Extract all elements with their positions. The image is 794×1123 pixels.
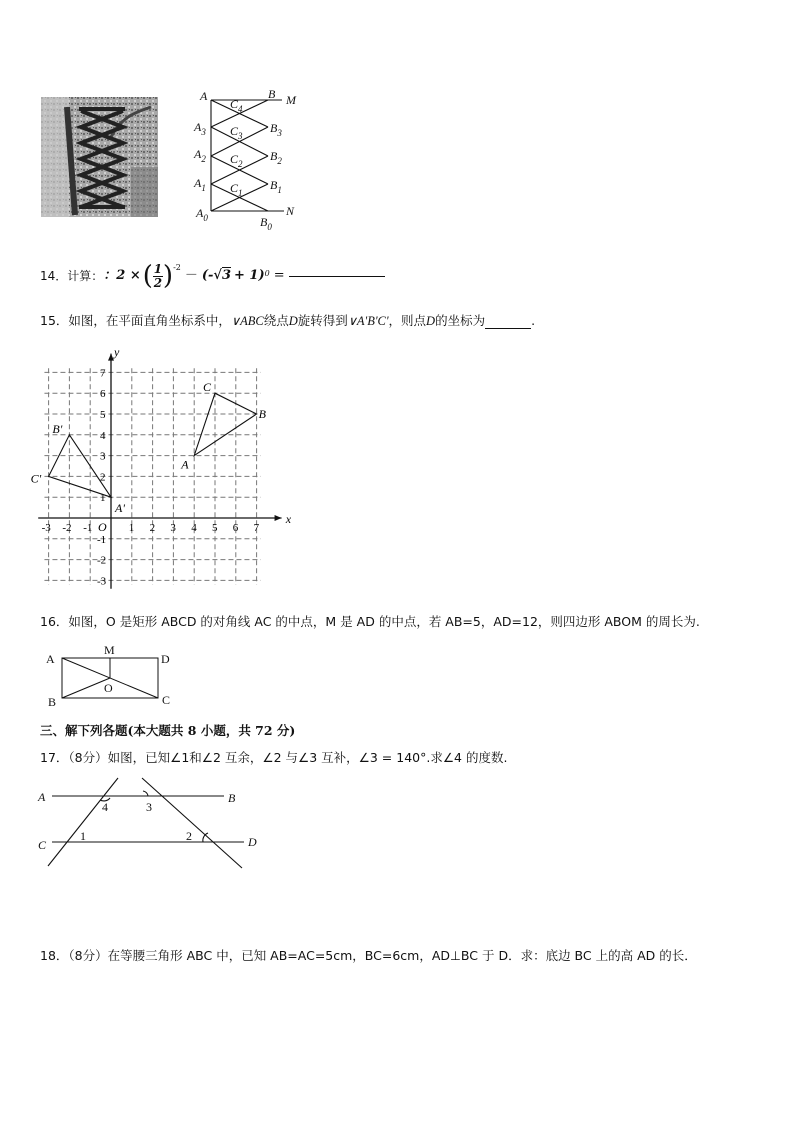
rect-D: D (161, 652, 170, 666)
question-14: 14．计算： ：2 × ( 1 2 ) $^{-2}$ － (- √3 + 1) 0 = (40, 262, 385, 290)
x-tick-label: 6 (232, 522, 239, 534)
label-B-prime: B' (52, 421, 63, 436)
svg-text:A2 (193, 147, 206, 164)
q14-equals: = (273, 268, 285, 283)
label-C-prime: C' (30, 471, 42, 486)
pt-C3-sub: 3 (238, 131, 243, 141)
fig17-B: B (228, 791, 236, 805)
svg-text:A1 (193, 176, 206, 193)
fig17-angle-3: 3 (146, 800, 152, 814)
label-B: B (258, 407, 266, 421)
q15-tail: . (531, 313, 536, 328)
q14-plus-one: + 1) (234, 268, 265, 283)
y-tick-label: -1 (97, 533, 107, 546)
label-A-prime: A' (115, 501, 125, 516)
q15-tri2: ∨A'B'C' (347, 314, 389, 328)
question-18: 18．（8分）在等腰三角形 ABC 中，已知 AB=AC=5cm，BC=6cm，AD⊥BC 于 D．求：底边 BC 上的高 AD 的长． (40, 948, 697, 963)
pt-B1-sub: 1 (277, 185, 282, 195)
y-tick-label: -3 (97, 575, 107, 588)
rect-O: O (104, 681, 113, 695)
q15-pt: D (288, 314, 298, 328)
q14-minus: － (184, 268, 198, 283)
q15-text-d: ，则点 (388, 313, 427, 328)
svg-text:C3 (230, 124, 243, 141)
triangle-A1B1C1 (49, 435, 111, 497)
ladder-photo (41, 97, 158, 217)
section-3-title: 三、解下列各题(本大题共 8 小题，共 72 分) (40, 723, 296, 738)
rect-B: B (48, 695, 57, 709)
pt-A2-sub: 2 (201, 154, 206, 164)
rect-C: C (162, 693, 171, 707)
rect-A: A (46, 652, 55, 666)
x-tick-label: 7 (253, 522, 260, 534)
q14-exp1: -2 (173, 263, 181, 272)
x-tick-label: 4 (191, 522, 197, 534)
q14-paren: (- (201, 268, 214, 283)
pt-C1-sub: 1 (238, 188, 243, 198)
y-tick-label: 7 (100, 367, 106, 380)
fig17-angle-4: 4 (102, 800, 108, 814)
pt-C1: C (230, 181, 239, 195)
pt-A0-sub: 0 (203, 213, 208, 223)
pt-B0-sub: 0 (267, 222, 272, 232)
x-tick-label: -2 (62, 522, 72, 534)
fig17-angle-2: 2 (186, 829, 192, 843)
y-tick-label: 1 (100, 492, 106, 505)
pt-A3-sub: 3 (201, 127, 206, 137)
axis-y-label: y (114, 344, 120, 359)
pt-M: M (286, 93, 296, 107)
pt-C3: C (230, 124, 239, 138)
pt-B3: B (270, 121, 278, 135)
angle-diagram (30, 775, 270, 875)
x-tick-label: 3 (170, 522, 176, 534)
q14-frac-num: 1 (153, 261, 163, 276)
pt-B2: B (270, 149, 278, 163)
svg-text:B0 (260, 215, 272, 232)
q14-sqrt-arg: 3 (221, 268, 232, 283)
triangle-ABC (194, 393, 256, 455)
x-tick-label: 5 (212, 522, 218, 534)
pt-A1: A (194, 176, 202, 190)
question-17: 17．（8分）如图，已知∠1和∠2 互余，∠2 与∠3 互补，∠3 = 140°.求∠4 的度数. (40, 750, 508, 765)
rectangle-diagram (40, 642, 190, 712)
pt-B3-sub: 3 (277, 128, 282, 138)
q14-exp2: 0 (264, 269, 270, 278)
q15-tri1: ∨ABC (230, 314, 264, 328)
pt-C2: C (230, 152, 239, 166)
q15-text-e: 的坐标为 (435, 313, 486, 328)
coordinate-grid (30, 344, 298, 595)
x-tick-label: 1 (128, 522, 135, 534)
q14-answer-blank (289, 276, 385, 277)
q14-frac-den: 2 (153, 275, 163, 290)
pt-B1: B (270, 178, 278, 192)
x-tick-label: -3 (41, 522, 51, 534)
ladder-diagram (190, 86, 310, 236)
q15-pt2: D (426, 314, 436, 328)
x-tick-label: 2 (149, 522, 156, 534)
pt-A: A (200, 89, 208, 103)
svg-text:A3 (193, 120, 206, 137)
pt-C4-sub: 4 (238, 104, 243, 114)
y-tick-label: 5 (100, 409, 106, 421)
axis-x-label: x (285, 512, 292, 526)
y-tick-label: 4 (100, 429, 106, 442)
y-tick-label: 2 (100, 471, 106, 484)
pt-B0: B (260, 215, 268, 229)
svg-text:B1 (270, 178, 282, 195)
label-C: C (203, 380, 212, 395)
pt-N: N (286, 204, 295, 218)
svg-text:B3 (270, 121, 282, 138)
rect-M: M (104, 643, 115, 657)
q14-label: 14．计算： (40, 269, 104, 283)
svg-text:B2 (270, 149, 282, 166)
question-16: 16．如图，O 是矩形 ABCD 的对角线 AC 的中点，M 是 AD 的中点，若 AB=5，AD=12，则四边形 ABOM 的周长为. (40, 614, 700, 629)
q15-text-c: 旋转得到 (297, 313, 348, 328)
pt-B2-sub: 2 (277, 156, 282, 166)
x-axis-arrow (275, 515, 282, 521)
y-tick-label: 6 (100, 388, 106, 401)
y-tick-label: 3 (100, 450, 106, 463)
q15-answer-blank (485, 315, 531, 329)
fig17-D: D (248, 835, 257, 849)
pt-A3: A (194, 120, 202, 134)
pt-B: B (268, 87, 276, 101)
fig17-angle-1: 1 (80, 829, 86, 843)
fig17-C: C (38, 838, 47, 852)
question-15 (40, 313, 535, 329)
pt-A0: A (196, 206, 204, 220)
pt-C4: C (230, 97, 239, 111)
y-tick-label: -2 (97, 554, 107, 567)
x-tick-label: -1 (83, 522, 93, 534)
pt-A1-sub: 1 (201, 183, 206, 193)
pt-A2: A (194, 147, 202, 161)
q15-text-b: 绕点 (263, 313, 289, 328)
origin-label: O (98, 520, 107, 534)
svg-text:A0 (195, 206, 208, 223)
label-A: A (181, 457, 189, 472)
q14-lead: ：2 × (103, 268, 141, 283)
fig17-A: A (38, 790, 46, 804)
q15-text-a: 15．如图，在平面直角坐标系中， (40, 313, 231, 328)
pt-C2-sub: 2 (238, 159, 243, 169)
